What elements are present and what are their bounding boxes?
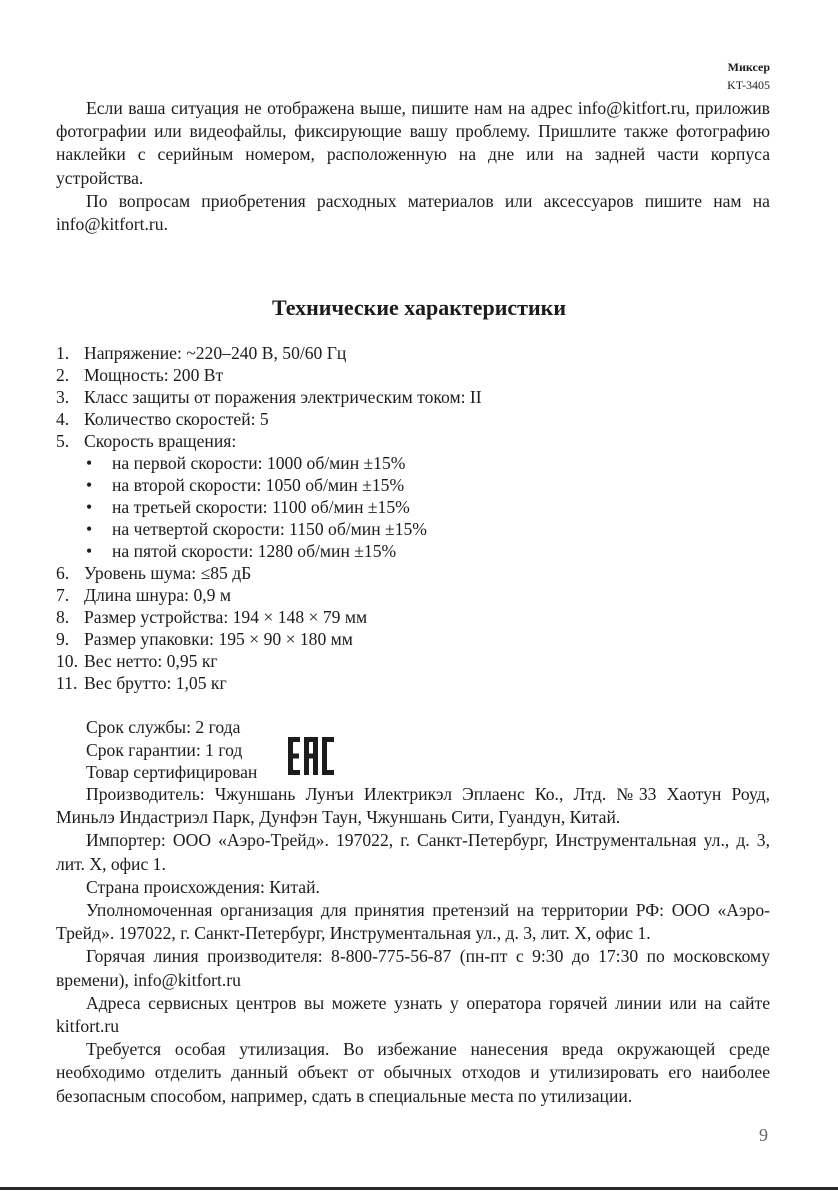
specs-title: Технические характеристики: [271, 295, 567, 320]
page-number: 9: [759, 1125, 768, 1145]
speed-item: [56, 496, 770, 518]
info-paragraph: Уполномоченная организация для принятия претензий на территории РФ: ООО «Аэро-Трейд». 197022, г. Санкт-Петербург, Инструментальная ул., д. 3, лит. Х, офис 1.: [56, 900, 770, 944]
info-paragraph: Производитель: Чжуншань Лунъи Илектрикэл Эплаенс Ко., Лтд. №33 Хаотун Роуд, Миньлэ Индастриэл Парк, Дунфэн Таун, Чжуншань Сити, Гуандун, Китай.: [56, 784, 770, 828]
info-paragraph: Горячая линия производителя: 8-800-775-56-87 (пн-пт с 9:30 до 17:30 по московскому времени), info@kitfort.ru: [56, 946, 770, 990]
spec-item: [56, 386, 770, 408]
contact-paragraph: Если ваша ситуация не отображена выше, пишите нам на адрес info@kitfort.ru, приложив фотографии или видеофайлы, фиксирующие вашу проблему. Пришлите также фотографию наклейки с серийным номером, расположенную на дне или на задней части корпуса устройства.: [56, 98, 770, 188]
spec-item: [56, 364, 770, 386]
spec-number: 3.: [56, 387, 70, 407]
contact-section: [56, 97, 770, 236]
terms-block: [86, 716, 257, 784]
spec-item: [56, 628, 770, 650]
model-number: KT-3405: [727, 78, 770, 92]
spec-number: 1.: [56, 343, 70, 363]
speed-item: [56, 540, 770, 562]
spec-number: 9.: [56, 629, 70, 649]
spec-number: 8.: [56, 607, 70, 627]
speed-item: [56, 474, 770, 496]
info-paragraph: Импортер: ООО «Аэро-Трейд». 197022, г. Санкт-Петербург, Инструментальная ул., д. 3, лит. Х, офис 1.: [56, 830, 770, 874]
spec-item: [56, 672, 770, 694]
bottom-divider: [0, 1187, 838, 1190]
speed-text: на четвертой скорости: 1150 об/мин ±15%: [112, 519, 427, 539]
spec-text: Вес нетто: 0,95 кг: [84, 651, 218, 671]
spec-number: 5.: [56, 431, 70, 451]
speed-item: [56, 518, 770, 540]
info-paragraph: Адреса сервисных центров вы можете узнать у оператора горячей линии или на сайте kitfort.ru: [56, 992, 770, 1037]
bullet: •: [86, 519, 93, 539]
speed-text: на второй скорости: 1050 об/мин ±15%: [112, 475, 405, 495]
info-paragraph: Требуется особая утилизация. Во избежание нанесения вреда окружающей среде необходимо отделить данный объект от обычных отходов и утилизировать его наиболее безопасным способом, например, сдать в специальные места по утилизации.: [56, 1039, 770, 1106]
spec-text: Длина шнура: 0,9 м: [84, 585, 231, 605]
speed-text: на пятой скорости: 1280 об/мин ±15%: [112, 541, 397, 561]
spec-text: Размер устройства: 194 × 148 × 79 мм: [84, 607, 368, 627]
info-paragraph: Страна происхождения: Китай.: [86, 876, 320, 897]
spec-text: Скорость вращения:: [84, 431, 237, 451]
spec-number: 11.: [56, 673, 78, 693]
spec-number: 4.: [56, 409, 70, 429]
bullet: •: [86, 541, 93, 561]
spec-number: 6.: [56, 563, 70, 583]
speed-item: [56, 452, 770, 474]
product-name: Миксер: [727, 60, 770, 74]
spec-text: Размер упаковки: 195 × 90 × 180 мм: [84, 629, 353, 649]
speed-text: на третьей скорости: 1100 об/мин ±15%: [112, 497, 410, 517]
spec-number: 10.: [56, 651, 78, 671]
contact-paragraph: По вопросам приобретения расходных материалов или аксессуаров пишите нам на info@kitfort.ru.: [56, 190, 770, 235]
spec-text: Вес брутто: 1,05 кг: [84, 673, 227, 693]
spec-item: [56, 606, 770, 628]
certification-note: Товар сертифицирован: [86, 762, 258, 783]
info-section: [56, 783, 770, 1108]
spec-item: [56, 584, 770, 606]
service-life: Срок службы: 2 года: [86, 717, 241, 737]
speed-text: на первой скорости: 1000 об/мин ±15%: [112, 453, 406, 473]
spec-text: Мощность: 200 Вт: [84, 365, 224, 385]
bullet: •: [86, 475, 93, 495]
specs-list: [56, 342, 770, 694]
spec-item: [56, 408, 770, 430]
bullet: •: [86, 497, 93, 517]
spec-text: Количество скоростей: 5: [84, 409, 269, 429]
spec-text: Класс защиты от поражения электрическим током: II: [84, 387, 482, 407]
spec-number: 7.: [56, 585, 70, 605]
spec-item: [56, 650, 770, 672]
eac-logo-icon: [288, 737, 334, 775]
spec-number: 2.: [56, 365, 70, 385]
warranty-period: Срок гарантии: 1 год: [86, 739, 243, 760]
bullet: •: [86, 453, 93, 473]
spec-text: Напряжение: ~220–240 В, 50/60 Гц: [84, 343, 347, 363]
spec-item: [56, 562, 770, 584]
spec-item: [56, 430, 770, 452]
page-header: [727, 58, 770, 94]
spec-text: Уровень шума: ≤85 дБ: [84, 563, 252, 583]
spec-item: [56, 342, 770, 364]
